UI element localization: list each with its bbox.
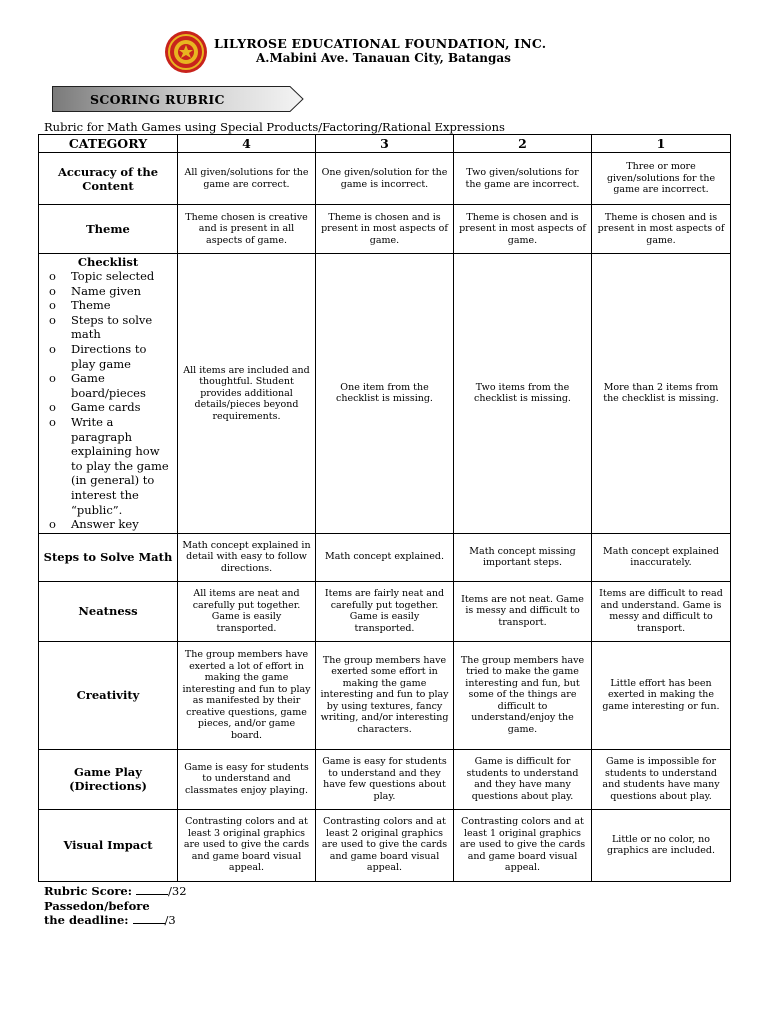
cell-score-3: Math concept explained. bbox=[316, 533, 454, 581]
rubric-score-total: /32 bbox=[168, 884, 187, 898]
checklist-item: o Game cards bbox=[49, 400, 141, 415]
table-row bbox=[39, 809, 731, 881]
bullet-icon: o bbox=[49, 298, 56, 313]
bullet-icon: o bbox=[49, 341, 56, 356]
header-score-4: 4 bbox=[178, 135, 316, 153]
cell-score-2: Contrasting colors and at least 1 original graphics are used to give the cards and game board visual appeal. bbox=[454, 809, 592, 881]
rubric-table bbox=[38, 134, 731, 882]
cell-score-3: The group members have exerted some effort in making the game interesting and fun to play by using textures, fancy writing, and/or interesting characters. bbox=[316, 641, 454, 749]
table-row bbox=[39, 254, 731, 534]
checklist bbox=[43, 269, 173, 532]
cell-score-1: Theme is chosen and is present in most aspects of game. bbox=[592, 205, 731, 254]
category-neatness: Neatness bbox=[39, 581, 178, 641]
rubric-score-label: Rubric Score: bbox=[44, 884, 132, 898]
category-game-play: Game Play (Directions) bbox=[39, 749, 178, 809]
checklist-item: o Answer key bbox=[49, 517, 139, 532]
category-creativity: Creativity bbox=[39, 641, 178, 749]
cell-score-3: Items are fairly neat and carefully put together. Game is easily transported. bbox=[316, 581, 454, 641]
cell-score-1: Little or no color, no graphics are included. bbox=[592, 809, 731, 881]
cell-score-1: Three or more given/solutions for the game are incorrect. bbox=[592, 153, 731, 205]
cell-score-2: Theme is chosen and is present in most aspects of game. bbox=[454, 205, 592, 254]
header-row bbox=[39, 135, 731, 153]
checklist-item: o Theme bbox=[49, 298, 111, 313]
score-footer bbox=[44, 884, 187, 928]
category-steps: Steps to Solve Math bbox=[39, 533, 178, 581]
checklist-item: o Directions to play game bbox=[49, 341, 147, 371]
cell-score-3: One given/solution for the game is incorrect. bbox=[316, 153, 454, 205]
cell-score-1: More than 2 items from the checklist is missing. bbox=[592, 254, 731, 534]
cell-score-4: All items are neat and carefully put together. Game is easily transported. bbox=[178, 581, 316, 641]
checklist-item: o Write a paragraph explaining how to play the game (in general) to interest the “public”. bbox=[49, 414, 169, 517]
cell-score-4: Math concept explained in detail with easy to follow directions. bbox=[178, 533, 316, 581]
cell-score-2: Two given/solutions for the game are incorrect. bbox=[454, 153, 592, 205]
table-row bbox=[39, 205, 731, 254]
header-category: CATEGORY bbox=[39, 135, 178, 153]
cell-score-2: The group members have tried to make the game interesting and fun, but some of the things are difficult to understand/enjoy the game. bbox=[454, 641, 592, 749]
table-row bbox=[39, 533, 731, 581]
cell-score-3: One item from the checklist is missing. bbox=[316, 254, 454, 534]
rubric-subtitle: Rubric for Math Games using Special Products/Factoring/Rational Expressions bbox=[44, 120, 505, 134]
checklist-item: o Topic selected bbox=[49, 269, 155, 283]
header-score-3: 3 bbox=[316, 135, 454, 153]
bullet-icon: o bbox=[49, 400, 56, 415]
cell-score-4: All given/solutions for the game are correct. bbox=[178, 153, 316, 205]
rubric-score-blank[interactable] bbox=[136, 884, 168, 895]
cell-score-2: Items are not neat. Game is messy and difficult to transport. bbox=[454, 581, 592, 641]
bullet-icon: o bbox=[49, 414, 56, 429]
organization-address: A.Mabini Ave. Tanauan City, Batangas bbox=[256, 51, 511, 65]
cell-score-1: Math concept explained inaccurately. bbox=[592, 533, 731, 581]
bullet-icon: o bbox=[49, 312, 56, 327]
checklist-item: o Steps to solve math bbox=[49, 312, 153, 342]
cell-score-1: Game is impossible for students to understand and students have many questions about play. bbox=[592, 749, 731, 809]
cell-score-2: Game is difficult for students to understand and they have many questions about play. bbox=[454, 749, 592, 809]
deadline-score-line bbox=[44, 913, 187, 928]
bullet-icon: o bbox=[49, 517, 56, 532]
category-accuracy: Accuracy of the Content bbox=[39, 153, 178, 205]
table-row bbox=[39, 749, 731, 809]
checklist-item: o Name given bbox=[49, 283, 142, 298]
deadline-label-line: Passedon/before bbox=[44, 898, 150, 913]
cell-score-3: Theme is chosen and is present in most aspects of game. bbox=[316, 205, 454, 254]
cell-score-3: Game is easy for students to understand and they have few questions about play. bbox=[316, 749, 454, 809]
organization-name: LILYROSE EDUCATIONAL FOUNDATION, INC. bbox=[214, 36, 547, 51]
cell-score-4: All items are included and thoughtful. Student provides additional details/pieces beyond requirements. bbox=[178, 254, 316, 534]
deadline-score-total: /3 bbox=[164, 913, 176, 927]
table-row bbox=[39, 153, 731, 205]
cell-score-1: Items are difficult to read and understand. Game is messy and difficult to transport. bbox=[592, 581, 731, 641]
cell-score-4: Contrasting colors and at least 3 original graphics are used to give the cards and game board visual appeal. bbox=[178, 809, 316, 881]
cell-score-4: Game is easy for students to understand and classmates enjoy playing. bbox=[178, 749, 316, 809]
scoring-rubric-banner bbox=[52, 86, 304, 112]
rubric-score-line bbox=[44, 884, 187, 899]
header-score-2: 2 bbox=[454, 135, 592, 153]
cell-score-3: Contrasting colors and at least 2 original graphics are used to give the cards and game board visual appeal. bbox=[316, 809, 454, 881]
deadline-score-blank[interactable] bbox=[133, 913, 165, 924]
cell-score-4: The group members have exerted a lot of effort in making the game interesting and fun to play as manifested by their creative questions, game pieces, and/or game board. bbox=[178, 641, 316, 749]
category-visual-impact: Visual Impact bbox=[39, 809, 178, 881]
bullet-icon: o bbox=[49, 269, 56, 283]
cell-score-1: Little effort has been exerted in making the game interesting or fun. bbox=[592, 641, 731, 749]
table-row bbox=[39, 641, 731, 749]
checklist-item: o Game board/pieces bbox=[49, 371, 146, 400]
bullet-icon: o bbox=[49, 283, 56, 298]
cell-score-4: Theme chosen is creative and is present in all aspects of game. bbox=[178, 205, 316, 254]
bullet-icon: o bbox=[49, 371, 56, 386]
header-score-1: 1 bbox=[592, 135, 731, 153]
category-checklist bbox=[39, 254, 178, 534]
table-row bbox=[39, 581, 731, 641]
document-header bbox=[164, 30, 584, 78]
deadline-label: the deadline: bbox=[44, 913, 129, 927]
cell-score-2: Two items from the checklist is missing. bbox=[454, 254, 592, 534]
cell-score-2: Math concept missing important steps. bbox=[454, 533, 592, 581]
school-seal-logo bbox=[164, 30, 208, 74]
checklist-title: Checklist bbox=[77, 255, 139, 269]
banner-label: SCORING RUBRIC bbox=[90, 92, 225, 107]
category-theme: Theme bbox=[39, 205, 178, 254]
